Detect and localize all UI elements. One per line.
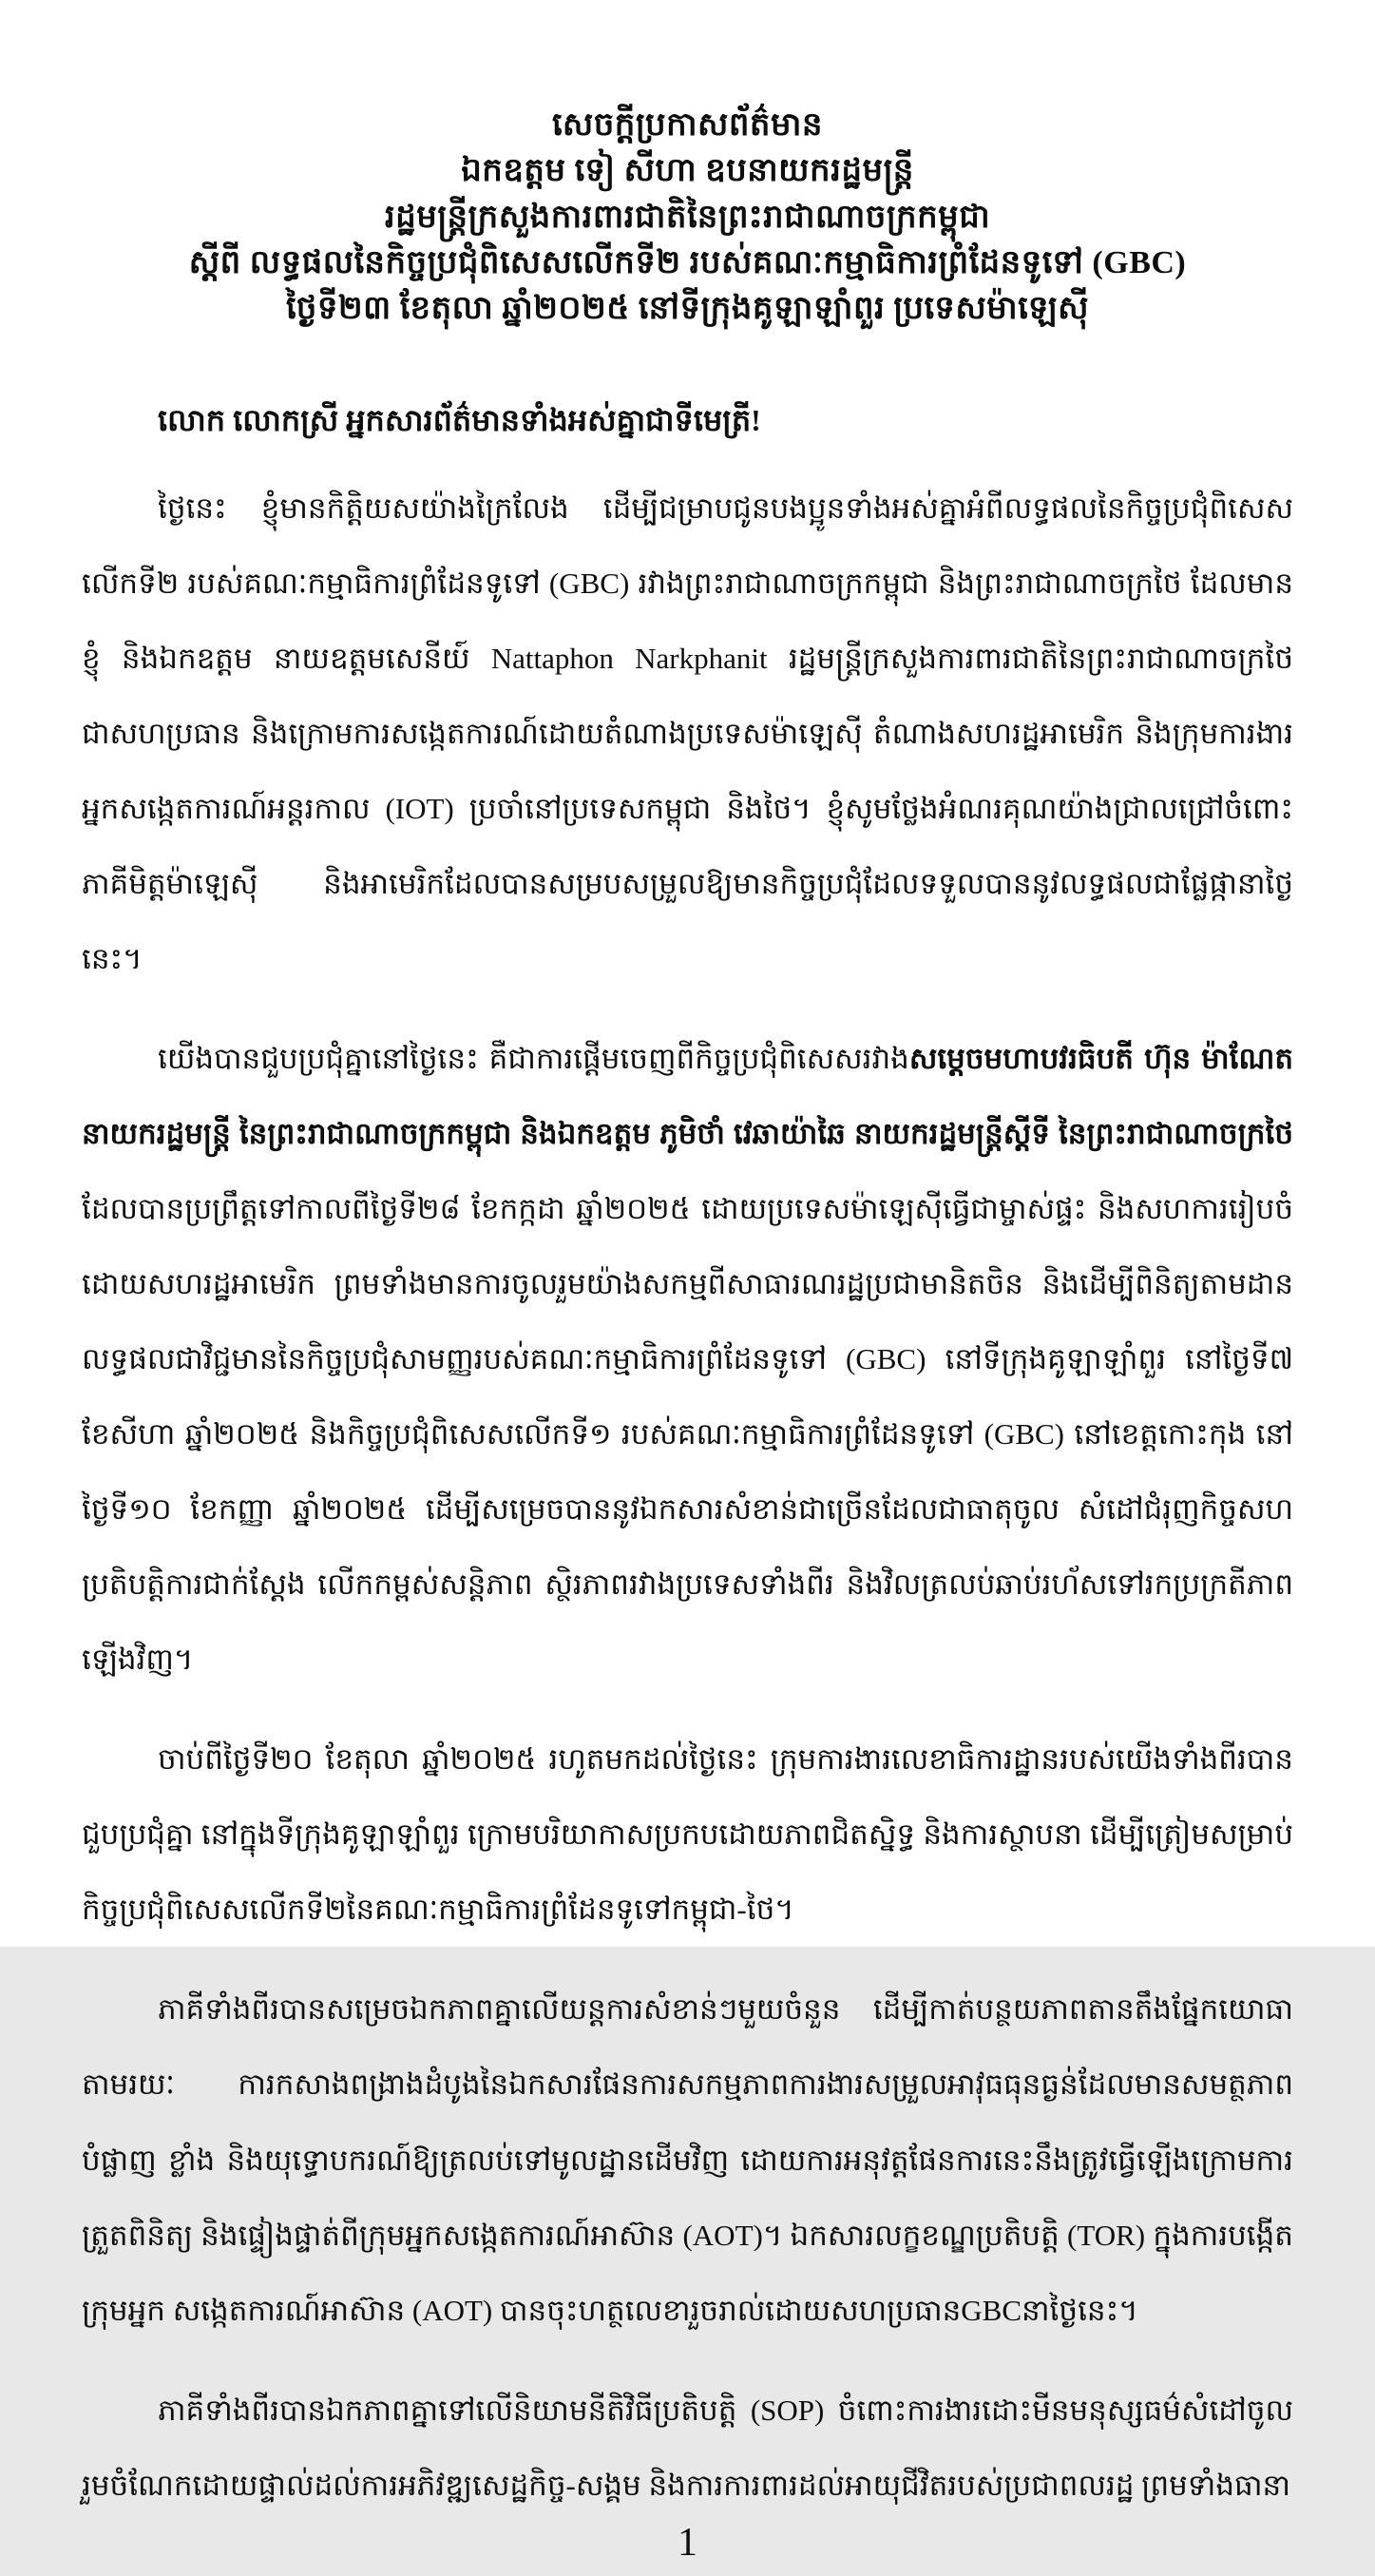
title-line-subject: ស្តីពី លទ្ធផលនៃកិច្ចប្រជុំពិសេសលើកទី២ របស់គណៈកម្មាធិការព្រំដែនទូទៅ (GBC) (188, 244, 1187, 280)
salutation-line: លោក លោកស្រី អ្នកសារព័ត៌មានទាំងអស់គ្នាជាទីមេត្រី! (158, 403, 761, 438)
paragraph-2 (82, 1021, 1293, 1697)
paragraph-2-text-rest: ដែលបានប្រព្រឹត្តទៅកាលពីថ្ងៃទី២៨ ខែកក្កដា ឆ្នាំ២០២៥ ដោយប្រទេសម៉ាឡេស៊ីធ្វើជាម្ចាស់ផ្ទះ និងសហការរៀបចំ ដោយសហរដ្ឋអាមេរិក ព្រមទាំងមានការចូលរួមយ៉ាងសកម្មពីសាធារណរដ្ឋប្រជាមានិតចិន និងដើម្បីពិនិត្យតាមដាន លទ្ធផលជាវិជ្ជមាននៃកិច្ចប្រជុំសាមញ្ញរបស់គណៈកម្មាធិការព្រំដែនទូទៅ (GBC) នៅទីក្រុងគូឡាឡាំពួរ នៅថ្ងៃទី៧ ខែសីហា ឆ្នាំ២០២៥ និងកិច្ចប្រជុំពិសេសលើកទី១ របស់គណៈកម្មាធិការព្រំដែនទូទៅ (GBC) នៅខេត្តកោះកុង នៅ ថ្ងៃទី១០ ខែកញ្ញា ឆ្នាំ២០២៥ ដើម្បីសម្រេចបាននូវឯកសារសំខាន់ជាច្រើនដែលជាធាតុចូល សំដៅជំរុញកិច្ចសហ ប្រតិបត្តិការជាក់ស្តែង លើកកម្ពស់សន្តិភាព ស្ថិរភាពរវាងប្រទេសទាំងពីរ និងវិលត្រលប់ឆាប់រហ័សទៅរកប្រក្រតីភាព ឡើងវិញ។ (82, 1191, 1293, 1677)
paragraph-4 (82, 1971, 1293, 2347)
paragraph-1 (82, 471, 1293, 996)
paragraph-2-text-pre: យើងបានជួបប្រជុំគ្នានៅថ្ងៃនេះ គឺជាការផ្តើមចេញពីកិច្ចប្រជុំពិសេសរវាង (158, 1041, 909, 1075)
paragraph-1-text: ថ្ងៃនេះ ខ្ញុំមានកិត្តិយសយ៉ាងក្រៃលែង ដើម្បីជម្រាបជូនបងប្អូនទាំងអស់គ្នាអំពីលទ្ធផលនៃកិច្ចប្រជុំពិសេស លើកទី២ របស់គណៈកម្មាធិការព្រំដែនទូទៅ (GBC) រវាងព្រះរាជាណាចក្រកម្ពុជា និងព្រះរាជាណាចក្រថៃ ដែលមាន ខ្ញុំ និងឯកឧត្តម នាយឧត្តមសេនីយ៍ Nattaphon Narkphanit រដ្ឋមន្ត្រីក្រសួងការពារជាតិនៃព្រះរាជាណាចក្រថៃ ជាសហប្រធាន និងក្រោមការសង្កេតការណ៍ដោយតំណាងប្រទេសម៉ាឡេស៊ី តំណាងសហរដ្ឋអាមេរិក និងក្រុមការងារ អ្នកសង្កេតការណ៍អន្តរកាល (IOT) ប្រចាំនៅប្រទេសកម្ពុជា និងថៃ។ ខ្ញុំសូមថ្លែងអំណរគុណយ៉ាងជ្រាលជ្រៅចំពោះ ភាគីមិត្តម៉ាឡេស៊ី និងអាមេរិកដែលបានសម្របសម្រួលឱ្យមានកិច្ចប្រជុំដែលទទួលបាននូវលទ្ធផលជាផ្លែផ្កានាថ្ងៃនេះ។ (82, 490, 1293, 975)
title-line-dignitary-name: ឯកឧត្តម ទៀ សីហា ឧបនាយករដ្ឋមន្ត្រី (461, 153, 914, 189)
paragraph-5-text: ភាគីទាំងពីរបានឯកភាពគ្នាទៅលើនិយាមនីតិវិធីប្រតិបត្តិ (SOP) ចំពោះការងារដោះមីនមនុស្សធម៌សំដៅចូល រួមចំណែកដោយផ្ទាល់ដល់ការអភិវឌ្ឍសេដ្ឋកិច្ច-សង្គម និងការការពារដល់អាយុជីវិតរបស់ប្រជាពលរដ្ឋ ព្រមទាំងធានា (82, 2393, 1293, 2502)
title-line-press-release: សេចក្តីប្រកាសព័ត៌មាន (552, 107, 823, 143)
paragraph-3 (82, 1721, 1293, 1947)
paragraph-2-leaders-names-bold: សម្តេចមហាបវរធិបតី ហ៊ុន ម៉ាណែត នាយករដ្ឋមន្ត្រី នៃព្រះរាជាណាចក្រកម្ពុជា និងឯកឧត្តម ភូមិថាំ វេឆាយ៉ាឆៃ នាយករដ្ឋមន្ត្រីស្តីទី នៃព្រះរាជាណាចក្រថៃ (82, 1041, 1293, 1150)
paragraph-5 (82, 2373, 1293, 2523)
title-line-date-location: ថ្ងៃទី២៣ ខែតុលា ឆ្នាំ២០២៥ នៅទីក្រុងគូឡាឡាំពួរ ប្រទេសម៉ាឡេស៊ី (285, 291, 1090, 327)
document-title (82, 103, 1293, 332)
title-line-ministry: រដ្ឋមន្ត្រីក្រសួងការពារជាតិនៃព្រះរាជាណាចក្រកម្ពុជា (384, 199, 991, 235)
page-number: 1 (678, 2520, 697, 2565)
paragraph-3-text: ចាប់ពីថ្ងៃទី២០ ខែតុលា ឆ្នាំ២០២៥ រហូតមកដល់ថ្ងៃនេះ ក្រុមការងារលេខាធិការដ្ឋានរបស់យើងទាំងពីរបាន ជួបប្រជុំគ្នា នៅក្នុងទីក្រុងគូឡាឡាំពួរ ក្រោមបរិយាកាសប្រកបដោយភាពជិតស្និទ្ធ និងការស្ថាបនា ដើម្បីត្រៀមសម្រាប់ កិច្ចប្រជុំពិសេសលើកទី២នៃគណៈកម្មាធិការព្រំដែនទូទៅកម្ពុជា-ថៃ។ (82, 1742, 1293, 1927)
paragraph-4-text: ភាគីទាំងពីរបានសម្រេចឯកភាពគ្នាលើយន្តការសំខាន់ៗមួយចំនួន ដើម្បីកាត់បន្ថយភាពតានតឹងផ្នែកយោធា តាមរយៈ ការកសាងពង្រាងដំបូងនៃឯកសារផែនការសកម្មភាពការងារសម្រួលអាវុធធុនធ្ងន់ដែលមានសមត្ថភាពបំផ្លាញ ខ្លាំង និងយុទ្ធោបករណ៍ឱ្យត្រលប់ទៅមូលដ្ឋានដើមវិញ ដោយការអនុវត្តផែនការនេះនឹងត្រូវធ្វើឡើងក្រោមការត្រួតពិនិត្យ និងផ្ទៀងផ្ទាត់ពីក្រុមអ្នកសង្កេតការណ៍អាស៊ាន (AOT)។ ឯកសារលក្ខខណ្ឌប្រតិបត្តិ (TOR) ក្នុងការបង្កើតក្រុមអ្នក សង្កេតការណ៍អាស៊ាន (AOT) បានចុះហត្ថលេខារួចរាល់ដោយសហប្រធានGBCនាថ្ងៃនេះ។ (82, 1992, 1293, 2327)
